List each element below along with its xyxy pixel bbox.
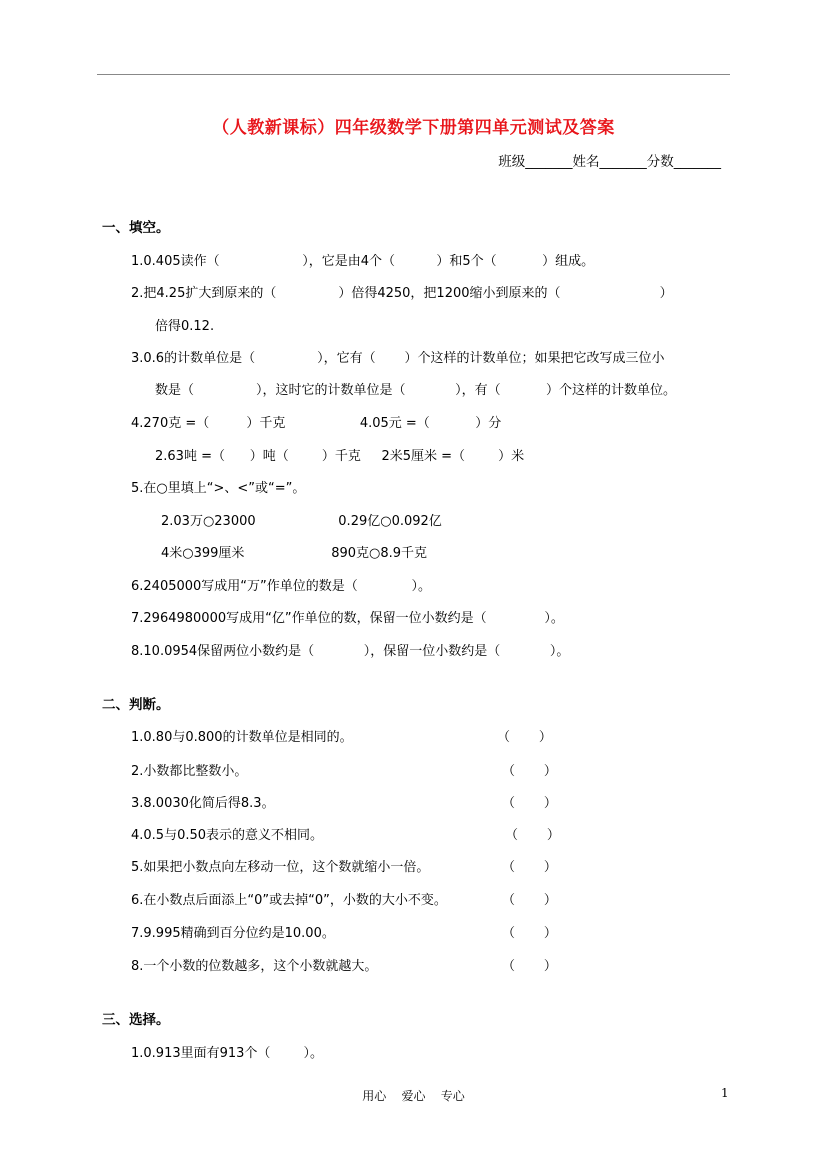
fill-question-3-cont: 数是（ ），这时它的计数单位是（ ），有（ ）个这样的计数单位。 [155, 383, 677, 398]
fill-question-3: 3.0.6的计数单位是（ ），它有（ ）个这样的计数单位；如果把它改写成三位小 [131, 351, 665, 366]
student-info-line: 班级_______姓名_______分数_______ [498, 154, 721, 170]
judge-answer-5: （ ） [502, 860, 557, 875]
judge-answer-7: （ ） [502, 926, 557, 941]
judge-answer-8: （ ） [502, 959, 557, 974]
section-heading-judge: 二、判断。 [102, 697, 170, 713]
judge-answer-4: （ ） [505, 828, 560, 843]
fill-question-8: 8.10.0954保留两位小数约是（ ），保留一位小数约是（ ）。 [131, 644, 570, 659]
fill-question-5: 5.在○里填上“>、<”或“=”。 [131, 481, 306, 496]
fill-question-4: 4.270克 =（ ）千克 4.05元 =（ ）分 [131, 416, 502, 431]
judge-answer-3: （ ） [502, 796, 557, 811]
judge-question-4: 4.0.5与0.50表示的意义不相同。 [131, 828, 324, 843]
judge-question-8: 8.一个小数的位数越多，这个小数就越大。 [131, 959, 378, 974]
choice-question-1: 1.0.913里面有913个（ ）。 [131, 1046, 323, 1061]
fill-question-1: 1.0.405读作（ ），它是由4个（ ）和5个（ ）组成。 [131, 254, 595, 269]
judge-question-6: 6.在小数点后面添上“0”或去掉“0”，小数的大小不变。 [131, 893, 447, 908]
fill-question-7: 7.2964980000写成用“亿”作单位的数，保留一位小数约是（ ）。 [131, 611, 564, 626]
fill-question-5-row2: 4米○399厘米 890克○8.9千克 [161, 546, 428, 561]
page-number: 1 [721, 1086, 729, 1100]
section-heading-fill: 一、填空。 [102, 220, 170, 236]
judge-question-3: 3.8.0030化简后得8.3。 [131, 796, 275, 811]
fill-question-2-cont: 倍得0.12. [155, 319, 215, 334]
fill-question-5-row1: 2.03万○23000 0.29亿○0.092亿 [161, 514, 442, 529]
page-footer: 用心 爱心 专心 [362, 1089, 465, 1103]
judge-question-7: 7.9.995精确到百分位约是10.00。 [131, 926, 335, 941]
page-title: （人教新课标）四年级数学下册第四单元测试及答案 [212, 118, 615, 138]
header-rule [97, 74, 730, 75]
fill-question-4-cont: 2.63吨 =（ ）吨（ ）千克 2米5厘米 =（ ）米 [155, 449, 525, 464]
judge-answer-2: （ ） [502, 764, 557, 779]
judge-question-1: 1.0.80与0.800的计数单位是相同的。 [131, 730, 353, 745]
judge-answer-1: （ ） [497, 730, 552, 745]
section-heading-choice: 三、选择。 [102, 1012, 170, 1028]
judge-question-2: 2.小数都比整数小。 [131, 764, 248, 779]
judge-answer-6: （ ） [502, 893, 557, 908]
fill-question-6: 6.2405000写成用“万”作单位的数是（ ）。 [131, 579, 431, 594]
fill-question-2: 2.把4.25扩大到原来的（ ）倍得4250，把1200缩小到原来的（ ） [131, 286, 673, 301]
judge-question-5: 5.如果把小数点向左移动一位，这个数就缩小一倍。 [131, 860, 430, 875]
